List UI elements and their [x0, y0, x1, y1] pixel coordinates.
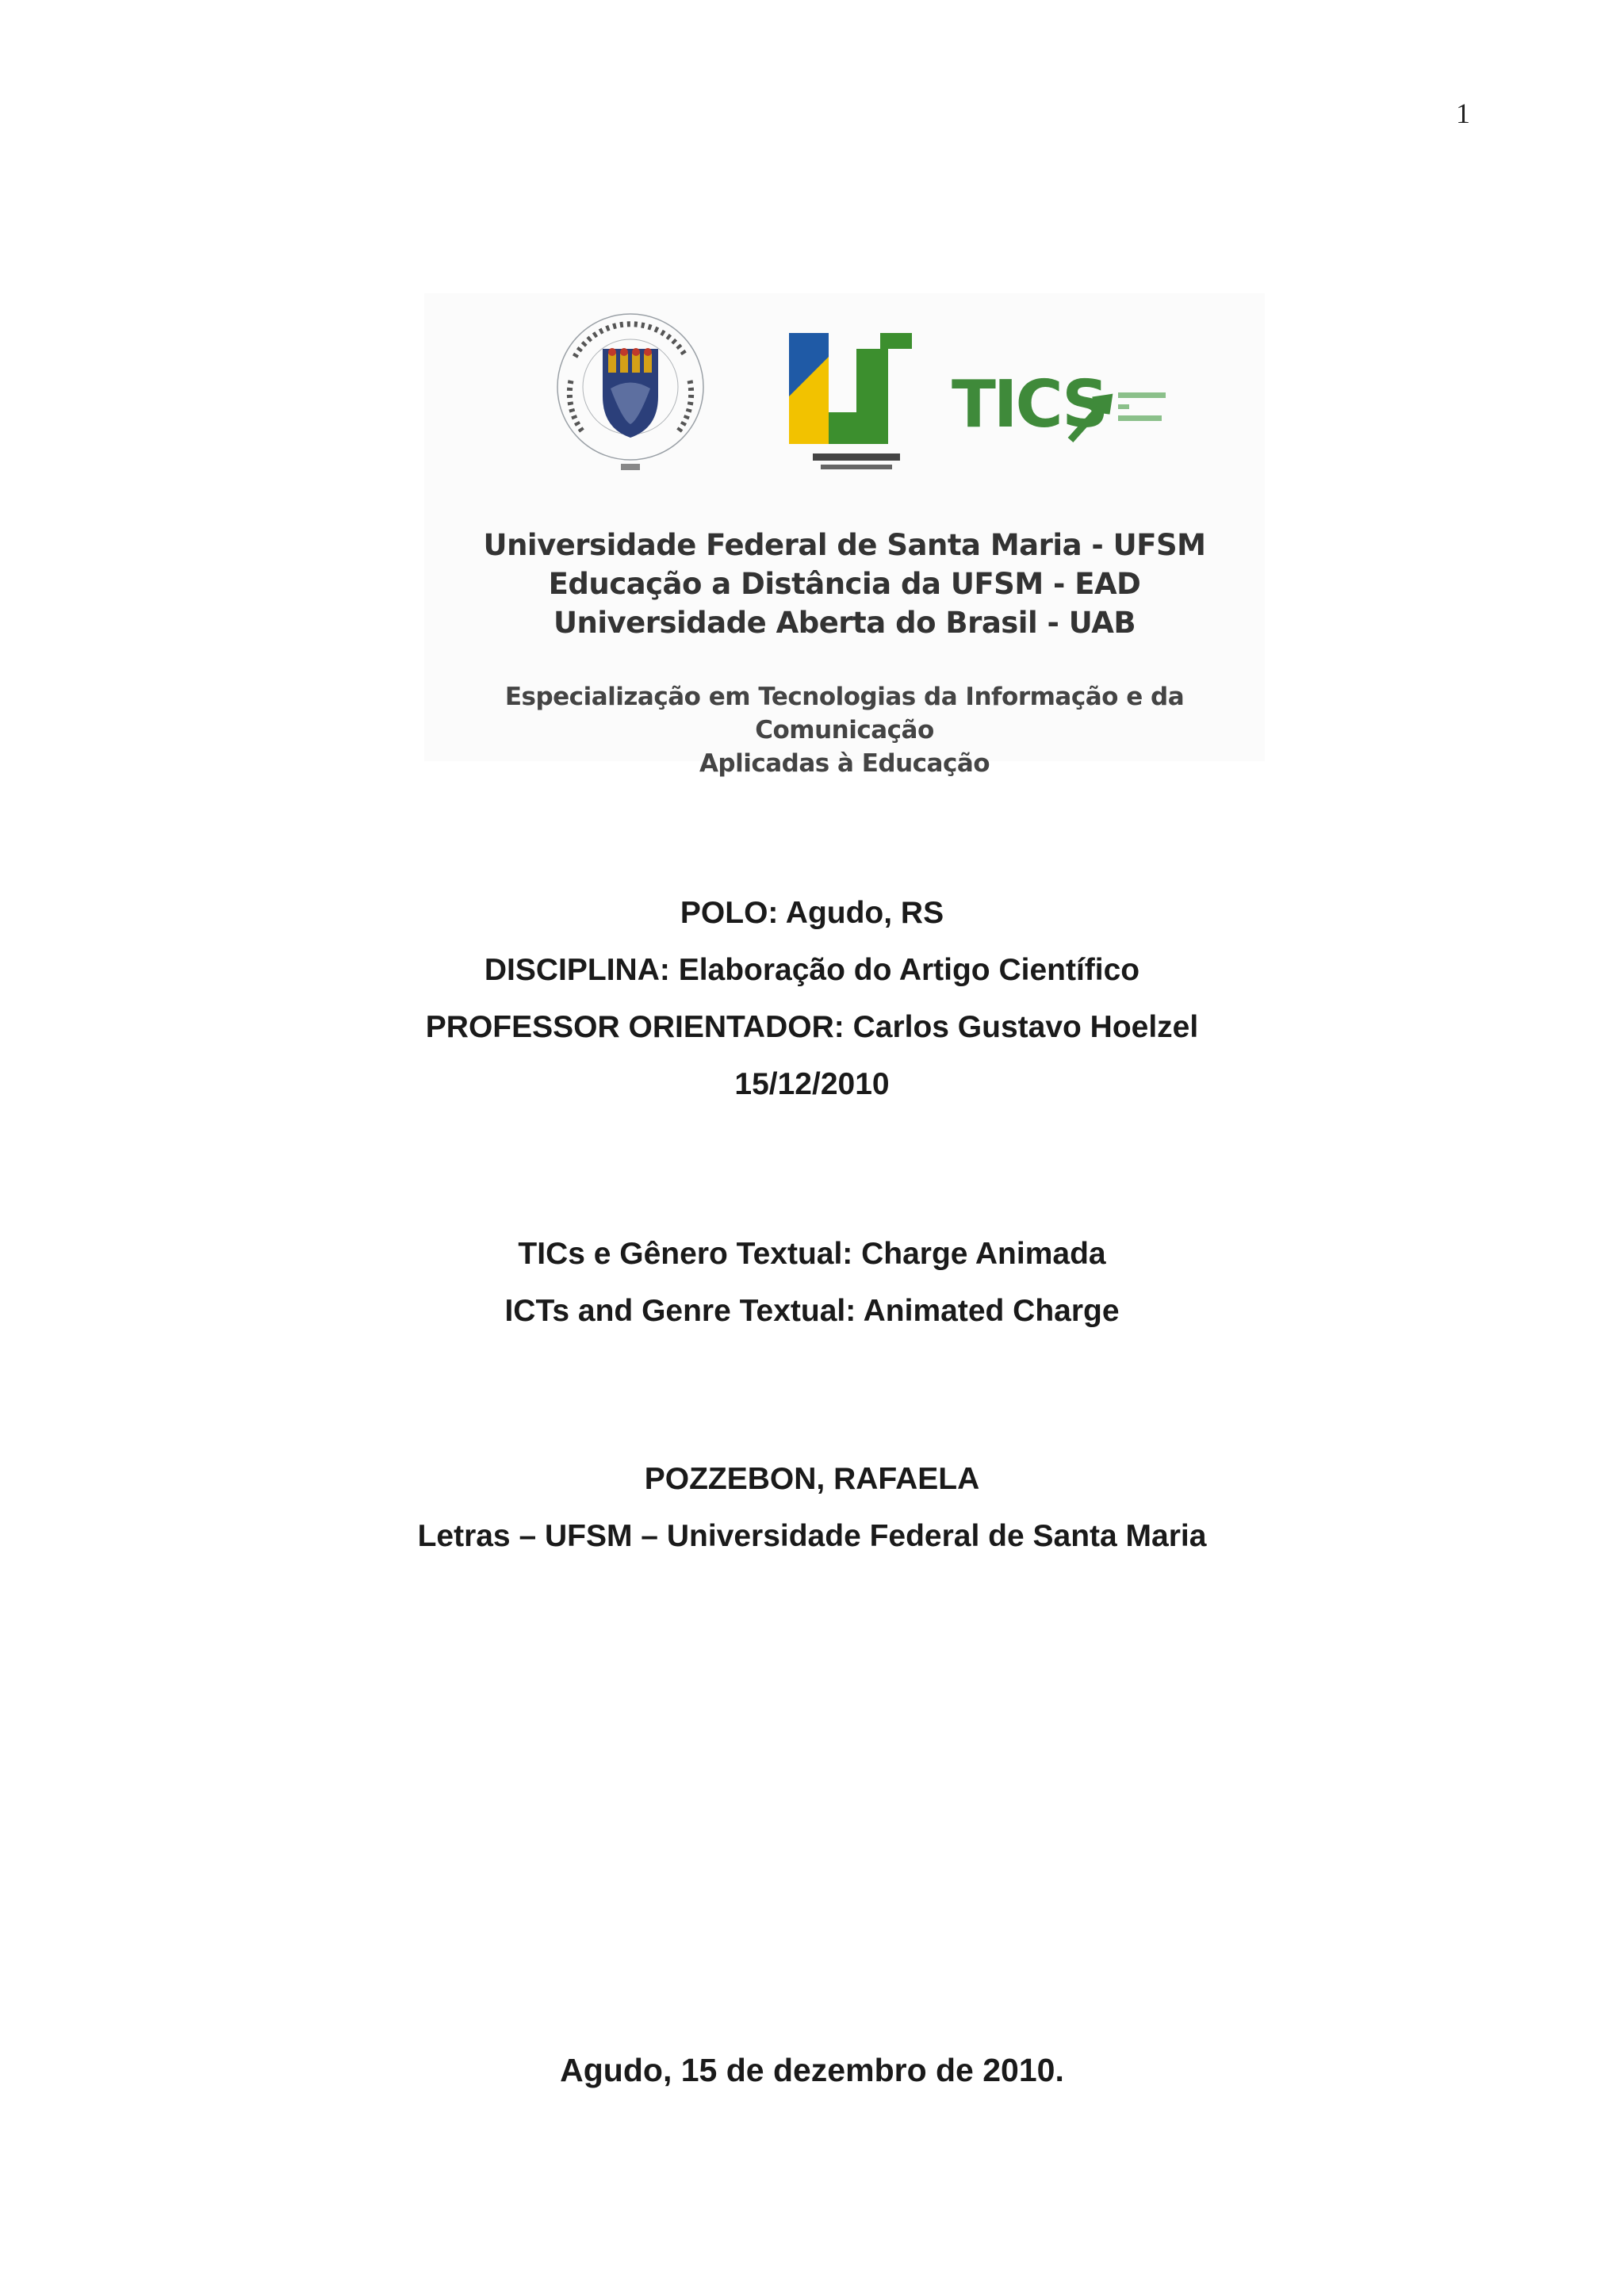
uab-logo-icon	[781, 325, 920, 484]
author-name: POZZEBON, RAFAELA	[644, 1462, 980, 1496]
institution-line: Universidade Aberta do Brasil - UAB	[553, 606, 1136, 640]
institution-line: Universidade Federal de Santa Maria - UFSM	[483, 528, 1206, 562]
institution-line: Educação a Distância da UFSM - EAD	[548, 567, 1141, 601]
tics-logo-icon	[952, 357, 1189, 452]
ufsm-seal-icon	[551, 301, 710, 484]
course-line: Especialização em Tecnologias da Informação e da Comunicação	[504, 683, 1185, 744]
svg-text:TICS: TICS	[952, 367, 1107, 442]
course-line: Aplicadas à Educação	[699, 749, 990, 778]
polo-line: POLO: Agudo, RS	[680, 896, 944, 930]
date-line: 15/12/2010	[734, 1067, 890, 1101]
header-banner	[424, 293, 1265, 778]
place-date: Agudo, 15 de dezembro de 2010.	[560, 2052, 1064, 2088]
course-lines	[424, 680, 1265, 780]
title-en: ICTs and Genre Textual: Animated Charge	[504, 1294, 1120, 1328]
title-pt: TICs e Gênero Textual: Charge Animada	[518, 1237, 1106, 1271]
professor-line: PROFESSOR ORIENTADOR: Carlos Gustavo Hoelzel	[425, 1010, 1199, 1044]
author-affiliation: Letras – UFSM – Universidade Federal de Santa Maria	[417, 1519, 1207, 1553]
page-number: 1	[1456, 98, 1470, 129]
institution-lines	[424, 526, 1265, 642]
discipline-line: DISCIPLINA: Elaboração do Artigo Científico	[484, 953, 1140, 987]
